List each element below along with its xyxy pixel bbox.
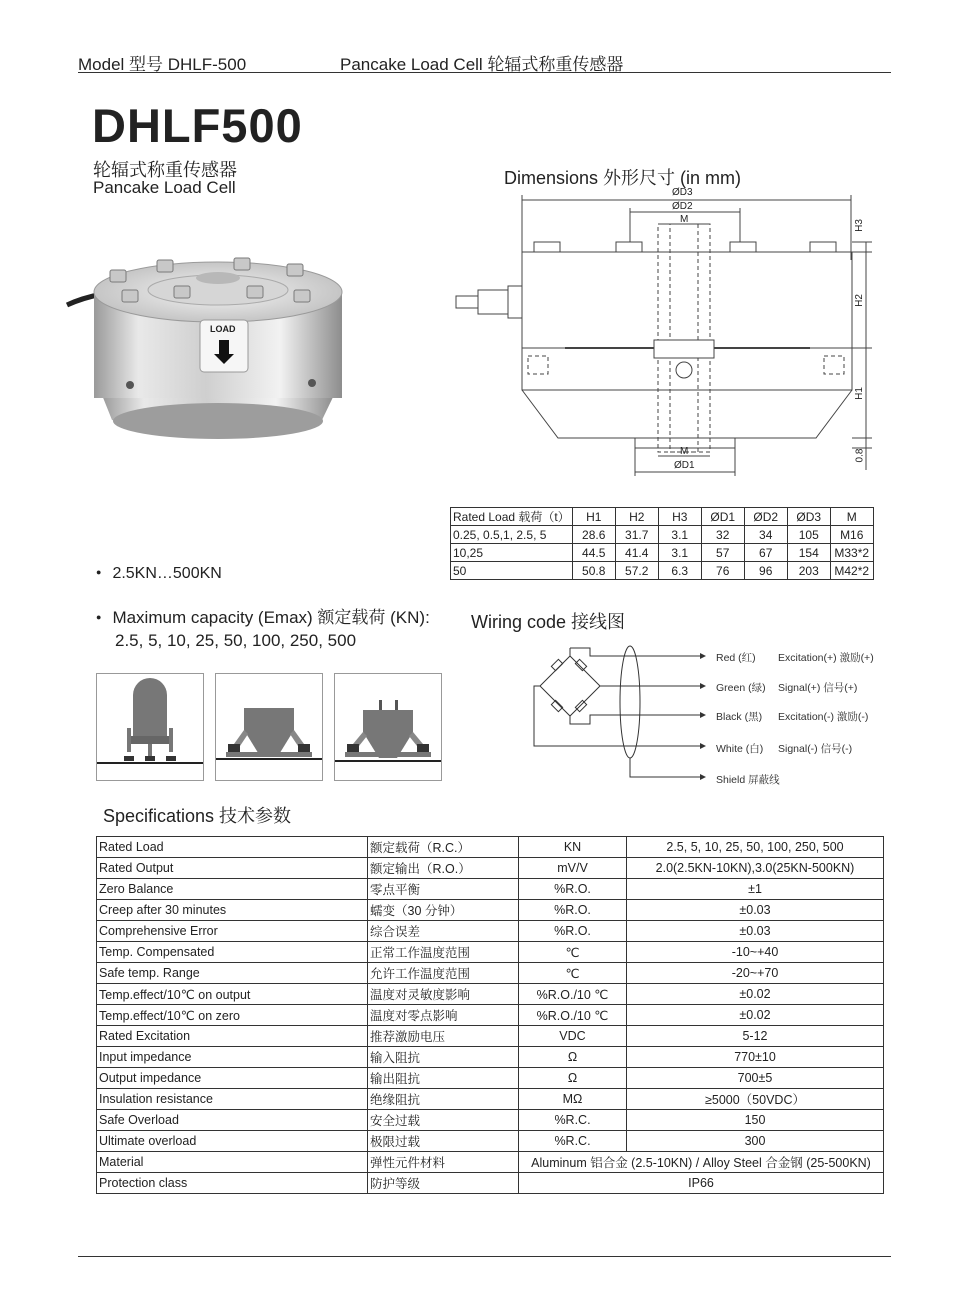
table-row	[451, 526, 874, 544]
table-cell: -20~+70	[627, 963, 884, 984]
wire-green-label: Green (绿)	[716, 682, 766, 694]
table-cell: 0.25, 0.5,1, 2.5, 5	[451, 526, 573, 544]
table-row	[97, 1152, 884, 1173]
table-header-row	[451, 508, 874, 526]
table-cell: 41.4	[615, 544, 658, 562]
product-header: Pancake Load Cell 轮辐式称重传感器	[340, 55, 624, 74]
subtitle-cn: 轮辐式称重传感器	[93, 160, 237, 180]
table-row	[97, 1110, 884, 1131]
table-cell: 3.1	[658, 526, 701, 544]
table-cell: ℃	[519, 942, 627, 963]
table-header-cell: H3	[658, 508, 701, 526]
table-cell: 770±10	[627, 1047, 884, 1068]
model-header: Model 型号 DHLF-500	[78, 55, 247, 74]
table-cell: Protection class	[97, 1173, 368, 1194]
specs-title: Specifications 技术参数	[103, 806, 292, 826]
table-cell: 150	[627, 1110, 884, 1131]
table-row	[97, 1026, 884, 1047]
footer-divider	[78, 1256, 891, 1257]
table-cell: 2.0(2.5KN-10KN),3.0(25KN-500KN)	[627, 858, 884, 879]
table-cell: Output impedance	[97, 1068, 368, 1089]
table-row	[451, 544, 874, 562]
table-cell: IP66	[519, 1173, 884, 1194]
table-cell: %R.O./10 ℃	[519, 1005, 627, 1026]
product-photo	[62, 250, 352, 445]
table-cell: 31.7	[615, 526, 658, 544]
table-cell: MΩ	[519, 1089, 627, 1110]
wire-green-signal: Signal(+) 信号(+)	[778, 682, 858, 694]
wire-white-signal: Signal(-) 信号(-)	[778, 743, 853, 755]
mounting-illustration-2	[215, 673, 323, 781]
table-cell: -10~+40	[627, 942, 884, 963]
table-cell: 34	[744, 526, 787, 544]
table-header-cell: H2	[615, 508, 658, 526]
table-row	[97, 942, 884, 963]
table-cell: 输出阻抗	[368, 1068, 519, 1089]
table-cell: 额定载荷（R.C.）	[368, 837, 519, 858]
table-cell: 10,25	[451, 544, 573, 562]
table-cell: 44.5	[572, 544, 615, 562]
d2-label: ØD2	[672, 201, 693, 212]
table-cell: M33*2	[830, 544, 873, 562]
table-cell: 3.1	[658, 544, 701, 562]
table-row	[97, 963, 884, 984]
mounting-illustration-1	[96, 673, 204, 781]
load-label: LOAD	[210, 324, 236, 334]
table-cell: 105	[787, 526, 830, 544]
table-cell: Rated Load	[97, 837, 368, 858]
table-cell: ±0.02	[627, 1005, 884, 1026]
dimension-table	[450, 507, 874, 580]
table-cell: 正常工作温度范围	[368, 942, 519, 963]
table-cell: 零点平衡	[368, 879, 519, 900]
table-cell: 28.6	[572, 526, 615, 544]
table-cell: 57.2	[615, 562, 658, 580]
table-cell: ℃	[519, 963, 627, 984]
table-cell: Temp.effect/10℃ on output	[97, 984, 368, 1005]
wiring-diagram	[530, 640, 710, 785]
table-cell: 96	[744, 562, 787, 580]
table-cell: ±0.03	[627, 921, 884, 942]
table-cell: %R.O./10 ℃	[519, 984, 627, 1005]
table-header-cell: ØD3	[787, 508, 830, 526]
table-row	[97, 1047, 884, 1068]
h2-label: H2	[853, 294, 865, 307]
wire-white-label: White (白)	[716, 743, 764, 755]
table-cell: %R.C.	[519, 1110, 627, 1131]
table-cell: KN	[519, 837, 627, 858]
table-cell: 防护等级	[368, 1173, 519, 1194]
table-cell: %R.O.	[519, 900, 627, 921]
table-cell: Ultimate overload	[97, 1131, 368, 1152]
table-cell: ≥5000（50VDC）	[627, 1089, 884, 1110]
table-row	[97, 984, 884, 1005]
wire-shield-label: Shield 屏蔽线	[716, 774, 780, 786]
table-cell: ±0.02	[627, 984, 884, 1005]
table-cell: 76	[701, 562, 744, 580]
table-row	[97, 1131, 884, 1152]
table-cell: 203	[787, 562, 830, 580]
table-row	[97, 858, 884, 879]
table-cell: ±1	[627, 879, 884, 900]
table-cell: 300	[627, 1131, 884, 1152]
table-cell: Safe temp. Range	[97, 963, 368, 984]
table-header-cell: H1	[572, 508, 615, 526]
table-cell: ±0.03	[627, 900, 884, 921]
page-title: DHLF500	[92, 99, 303, 152]
table-header-cell: M	[830, 508, 873, 526]
m-bottom-label: M	[680, 446, 689, 457]
table-row	[97, 1089, 884, 1110]
capacity-values: 2.5, 5, 10, 25, 50, 100, 250, 500	[115, 631, 357, 650]
wire-red-signal: Excitation(+) 激励(+)	[778, 652, 874, 664]
table-row	[97, 921, 884, 942]
wire-black-signal: Excitation(-) 激励(-)	[778, 711, 869, 723]
table-header-cell: ØD2	[744, 508, 787, 526]
table-row	[97, 1005, 884, 1026]
table-cell: 温度对灵敏度影响	[368, 984, 519, 1005]
table-cell: Comprehensive Error	[97, 921, 368, 942]
capacity-bullet: ● Maximum capacity (Emax) 额定载荷 (KN):	[96, 603, 430, 628]
table-cell: VDC	[519, 1026, 627, 1047]
d3-label: ØD3	[672, 187, 693, 198]
table-cell: 32	[701, 526, 744, 544]
table-cell: mV/V	[519, 858, 627, 879]
table-cell: 允许工作温度范围	[368, 963, 519, 984]
table-cell: %R.O.	[519, 921, 627, 942]
subtitle-en: Pancake Load Cell	[93, 178, 236, 197]
dimension-drawing	[440, 180, 880, 480]
table-cell: Ω	[519, 1047, 627, 1068]
table-cell: M42*2	[830, 562, 873, 580]
table-cell: 2.5, 5, 10, 25, 50, 100, 250, 500	[627, 837, 884, 858]
table-cell: 温度对零点影响	[368, 1005, 519, 1026]
wiring-title: Wiring code 接线图	[471, 612, 626, 632]
table-cell: 推荐激励电压	[368, 1026, 519, 1047]
table-cell: 安全过载	[368, 1110, 519, 1131]
table-row	[97, 1173, 884, 1194]
table-cell: 5-12	[627, 1026, 884, 1047]
h3-label: H3	[853, 219, 865, 232]
h1-label: H1	[853, 387, 865, 400]
table-row	[97, 837, 884, 858]
table-cell: Temp.effect/10℃ on zero	[97, 1005, 368, 1026]
table-cell: Zero Balance	[97, 879, 368, 900]
table-cell: 弹性元件材料	[368, 1152, 519, 1173]
table-row	[451, 562, 874, 580]
table-cell: Safe Overload	[97, 1110, 368, 1131]
table-cell: 额定输出（R.O.）	[368, 858, 519, 879]
table-cell: 57	[701, 544, 744, 562]
table-cell: %R.C.	[519, 1131, 627, 1152]
table-cell: Material	[97, 1152, 368, 1173]
table-cell: Input impedance	[97, 1047, 368, 1068]
header-divider	[78, 72, 891, 73]
table-cell: Rated Output	[97, 858, 368, 879]
m-top-label: M	[680, 214, 689, 225]
table-cell: Ω	[519, 1068, 627, 1089]
table-row	[97, 879, 884, 900]
table-row	[97, 1068, 884, 1089]
range-bullet: ● 2.5KN…500KN	[96, 565, 222, 583]
d1-label: ØD1	[674, 460, 695, 471]
wire-black-label: Black (黑)	[716, 711, 763, 723]
table-cell: 综合误差	[368, 921, 519, 942]
table-cell: 绝缘阻抗	[368, 1089, 519, 1110]
dimensions-title: Dimensions 外形尺寸 (in mm)	[504, 168, 742, 188]
table-cell: 蠕变（30 分钟）	[368, 900, 519, 921]
table-cell: 154	[787, 544, 830, 562]
table-cell: 700±5	[627, 1068, 884, 1089]
h08-label: 0.8	[854, 448, 866, 463]
table-header-cell: Rated Load 载荷（t）	[451, 508, 573, 526]
wire-red-label: Red (红)	[716, 652, 756, 664]
table-cell: Temp. Compensated	[97, 942, 368, 963]
table-cell: 50	[451, 562, 573, 580]
table-cell: M16	[830, 526, 873, 544]
table-cell: %R.O.	[519, 879, 627, 900]
table-row	[97, 900, 884, 921]
table-cell: 极限过载	[368, 1131, 519, 1152]
specs-table	[96, 836, 884, 1194]
table-cell: Aluminum 铝合金 (2.5-10KN) / Alloy Steel 合金钢 (25-500KN)	[519, 1152, 884, 1173]
table-cell: 67	[744, 544, 787, 562]
mounting-illustration-3	[334, 673, 442, 781]
table-cell: 6.3	[658, 562, 701, 580]
table-header-cell: ØD1	[701, 508, 744, 526]
table-cell: Creep after 30 minutes	[97, 900, 368, 921]
table-cell: 50.8	[572, 562, 615, 580]
table-cell: 输入阻抗	[368, 1047, 519, 1068]
table-cell: Insulation resistance	[97, 1089, 368, 1110]
table-cell: Rated Excitation	[97, 1026, 368, 1047]
